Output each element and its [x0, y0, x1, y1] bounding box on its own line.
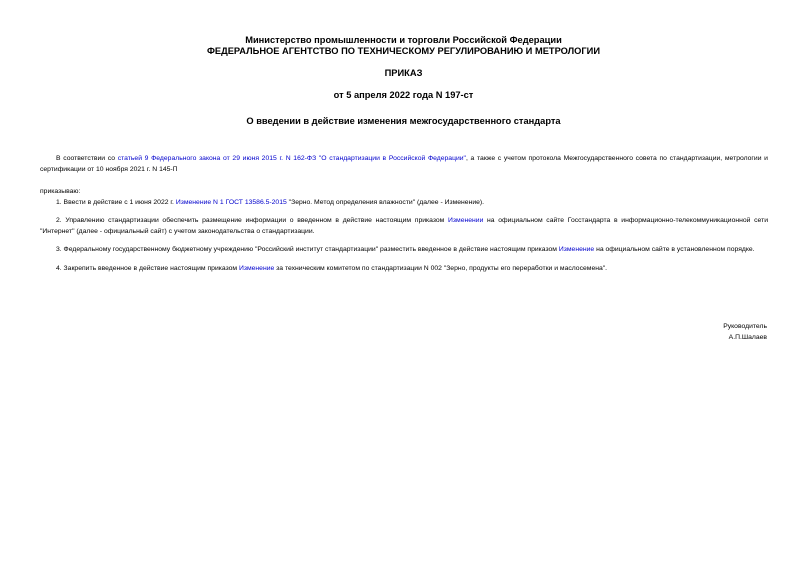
item-2-text-2: на официальном сайте Госстандарта в информационно-телекоммуникационной сети "Интернет" (далее - официальный сайт) с учетом законодательства о стандартизации. — [40, 217, 768, 235]
item-4-text-1: 4. Закрепить введенное в действие настоящим приказом — [56, 264, 239, 272]
item-4-change-link[interactable]: Изменение — [238, 264, 275, 272]
agency-name: ФЕДЕРАЛЬНОЕ АГЕНТСТВО ПО ТЕХНИЧЕСКОМУ РЕГУЛИРОВАНИЮ И МЕТРОЛОГИИ — [206, 46, 601, 56]
item-1-text-1: 1. Ввести в действие с 1 июня 2022 г. — [56, 198, 176, 206]
signer-role: Руководитель — [723, 323, 767, 330]
signature-block — [723, 322, 767, 343]
signer-name: А.П.Шалаев — [728, 333, 767, 341]
item-3-change-link[interactable]: Изменение — [558, 246, 595, 253]
federal-law-link[interactable]: статьей 9 Федерального закона от 29 июня 2015 г. N 162-ФЗ "О стандартизации в Российской Федерации" — [117, 155, 466, 162]
preamble-text-1: В соответствии со — [56, 155, 118, 162]
item-1-text-2: "Зерно. Метод определения влажности" (далее - Изменение). — [286, 198, 485, 206]
item-3-text-2: на официальном сайте в установленном порядке. — [594, 246, 755, 253]
doc-type: ПРИКАЗ — [384, 68, 423, 78]
item-1 — [40, 198, 768, 209]
doc-subject: О введении в действие изменения межгосударственного стандарта — [246, 116, 561, 126]
order-word: приказываю: — [40, 188, 81, 195]
preamble-text-2: , а также с учетом протокола Межгосударственного совета по стандартизации, метрологии и сертификации от 10 ноября 2021 г. N 145-П — [40, 155, 768, 173]
document-header — [0, 35, 807, 57]
item-3 — [40, 245, 768, 256]
document-body — [40, 154, 768, 274]
preamble-paragraph — [40, 154, 768, 175]
item-3-text-1: 3. Федеральному государственному бюджетному учреждению "Российский институт стандартизации" разместить введенное в действие настоящим приказом — [56, 246, 559, 253]
item-2 — [40, 216, 768, 237]
ministry-name: Министерство промышленности и торговли Российской Федерации — [245, 35, 562, 45]
doc-date-number: от 5 апреля 2022 года N 197-ст — [333, 90, 474, 100]
item-2-change-link[interactable]: Изменении — [448, 217, 484, 224]
item-2-text-1: 2. Управлению стандартизации обеспечить размещение информации о введенном в действие настоящим приказом — [56, 217, 449, 224]
item-4-text-2: за техническим комитетом по стандартизации N 002 "Зерно, продукты его переработки и маслосемена". — [274, 264, 608, 272]
gost-change-link[interactable]: Изменение N 1 ГОСТ 13586.5-2015 — [175, 198, 287, 206]
item-4 — [40, 264, 768, 275]
